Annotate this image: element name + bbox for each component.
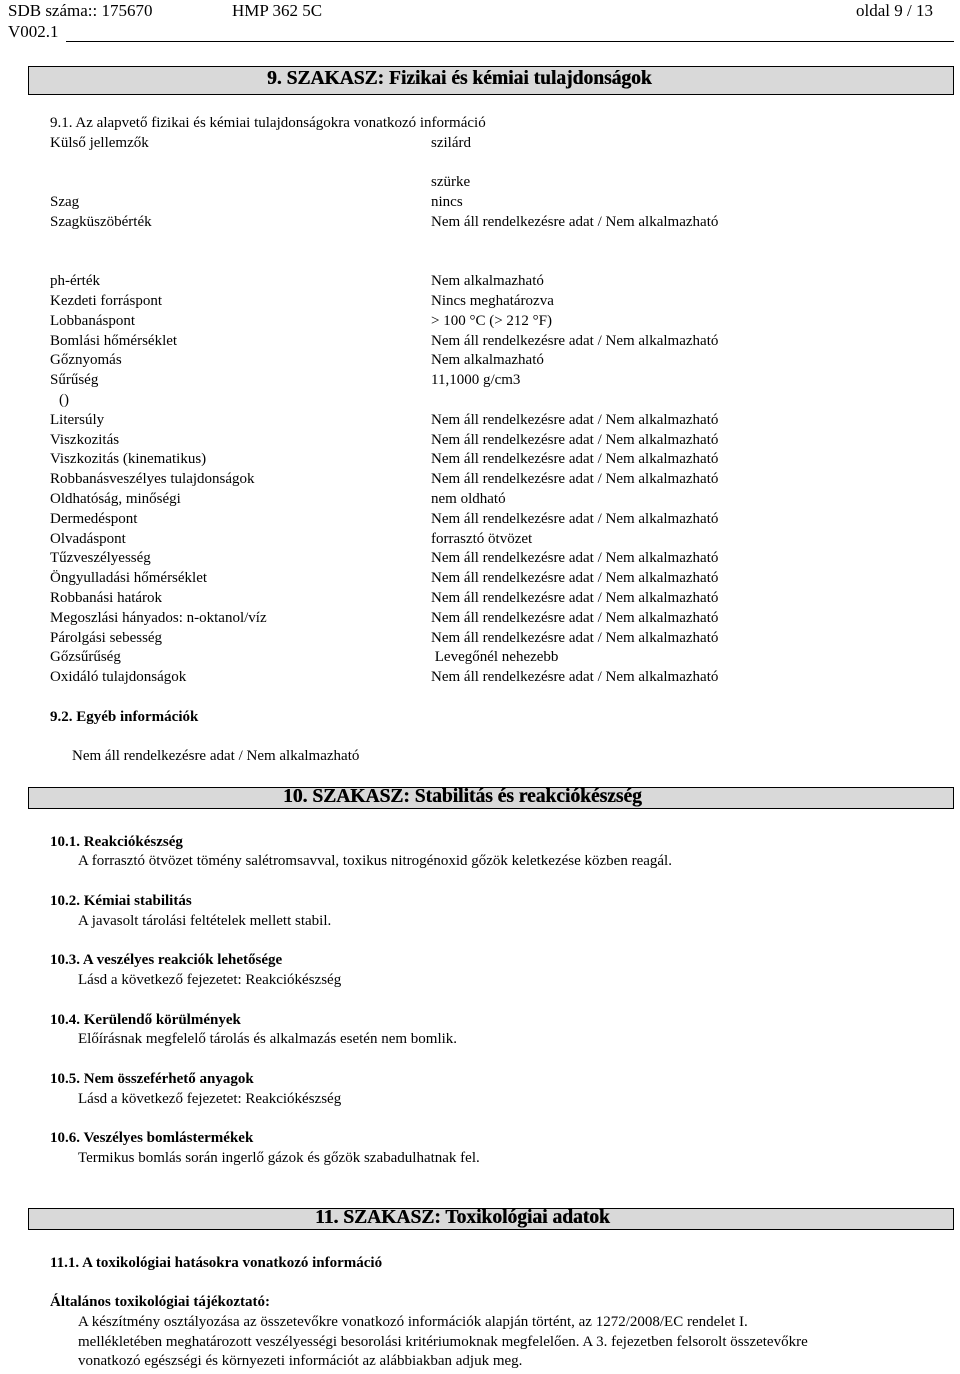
subsection-10-2-text: A javasolt tárolási feltételek mellett stabil. [78, 913, 332, 929]
subsection-10-4-title: 10.4. Kerülendő körülmények [50, 1012, 241, 1028]
property-label: () [59, 392, 69, 408]
property-label: Gőznyomás [50, 352, 122, 368]
property-label: Kezdeti forráspont [50, 293, 163, 309]
property-row [0, 549, 960, 569]
general-toxicology-line: A készítmény osztályozása az összetevőkre vonatkozó információk alapján történt, az 1272/2008/EC rendelet I. [78, 1314, 748, 1330]
property-value: Nem alkalmazható [431, 352, 544, 368]
subsection-10-5-title: 10.5. Nem összeférhető anyagok [50, 1071, 254, 1087]
property-value: Nem áll rendelkezésre adat / Nem alkalmazható [431, 432, 719, 448]
property-row [0, 272, 960, 292]
property-row [0, 431, 960, 451]
section-10-title: 10. SZAKASZ: Stabilitás és reakciókészség [283, 786, 642, 807]
property-row [0, 411, 960, 431]
property-label: Párolgási sebesség [50, 630, 163, 646]
odor-value: nincs [431, 194, 463, 210]
property-label: Oxidáló tulajdonságok [50, 669, 187, 685]
property-label: Öngyulladási hőmérséklet [50, 570, 208, 586]
property-label: Lobbanáspont [50, 313, 135, 329]
subsection-10-3-title: 10.3. A veszélyes reakciók lehetősége [50, 952, 283, 968]
color-value: szürke [431, 174, 471, 190]
property-value: > 100 °C (> 212 °F) [431, 313, 553, 329]
property-value: forrasztó ötvözet [431, 531, 533, 547]
odor-threshold-label: Szagküszöbérték [50, 214, 152, 230]
property-label: Dermedéspont [50, 511, 138, 527]
property-value: Nem áll rendelkezésre adat / Nem alkalmazható [431, 412, 719, 428]
subsection-10-6-title: 10.6. Veszélyes bomlástermékek [50, 1130, 254, 1146]
subsection-10-3-text: Lásd a következő fejezetet: Reakciókészség [78, 972, 342, 988]
subsection-9-2-text: Nem áll rendelkezésre adat / Nem alkalmazható [72, 748, 360, 764]
property-value: Nem áll rendelkezésre adat / Nem alkalmazható [431, 610, 719, 626]
property-label: Robbanásveszélyes tulajdonságok [50, 471, 255, 487]
property-label: Viszkozitás [50, 432, 120, 448]
property-row [0, 470, 960, 490]
general-toxicology-line: vonatkozó egészségi és környezeti információt az alábbiakban adjuk meg. [78, 1353, 523, 1369]
property-value: Nem áll rendelkezésre adat / Nem alkalmazható [431, 471, 719, 487]
odor-label: Szag [50, 194, 80, 210]
subsection-10-5-text: Lásd a következő fejezetet: Reakciókészség [78, 1091, 342, 1107]
subsection-10-1-text: A forrasztó ötvözet tömény salétromsavval, toxikus nitrogénoxid gőzök keletkezése közben reagál. [78, 853, 672, 869]
subsection-10-2-title: 10.2. Kémiai stabilitás [50, 893, 192, 909]
property-label: Oldhatóság, minőségi [50, 491, 181, 507]
property-row [0, 332, 960, 352]
version: V002.1 [8, 22, 59, 41]
property-row [0, 530, 960, 550]
section-9-title: 9. SZAKASZ: Fizikai és kémiai tulajdonságok [267, 68, 652, 89]
property-value: Nem áll rendelkezésre adat / Nem alkalmazható [431, 630, 719, 646]
subsection-10-1-title: 10.1. Reakciókészség [50, 834, 183, 850]
property-label: Viszkozitás (kinematikus) [50, 451, 207, 467]
subsection-9-1-title: 9.1. Az alapvető fizikai és kémiai tulajdonságokra vonatkozó információ [50, 115, 486, 131]
property-label: Litersúly [50, 412, 105, 428]
property-value: Nincs meghatározva [431, 293, 554, 309]
property-row [0, 629, 960, 649]
property-value: 11,1000 g/cm3 [431, 372, 521, 388]
property-value: Nem áll rendelkezésre adat / Nem alkalmazható [431, 550, 719, 566]
property-row [0, 312, 960, 332]
subsection-11-1-title: 11.1. A toxikológiai hatásokra vonatkozó információ [50, 1255, 383, 1271]
subsection-10-6-text: Termikus bomlás során ingerlő gázok és gőzök szabadulhatnak fel. [78, 1150, 480, 1166]
property-row [0, 371, 960, 391]
property-row [0, 351, 960, 371]
property-label: Tűzveszélyesség [50, 550, 151, 566]
property-row [0, 510, 960, 530]
appearance-label: Külső jellemzők [50, 135, 149, 151]
odor-threshold-value: Nem áll rendelkezésre adat / Nem alkalmazható [431, 214, 719, 230]
property-row [0, 609, 960, 629]
property-label: Olvadáspont [50, 531, 126, 547]
property-value: Nem áll rendelkezésre adat / Nem alkalmazható [431, 570, 719, 586]
property-value: Levegőnél nehezebb [431, 649, 559, 665]
property-value: Nem alkalmazható [431, 273, 544, 289]
general-toxicology-line: mellékletében meghatározott veszélyességi besorolási kritériumoknak megfelelően. A 3. fejezetben felsorolt összetevőkre [78, 1334, 808, 1350]
property-value: Nem áll rendelkezésre adat / Nem alkalmazható [431, 511, 719, 527]
property-label: ph-érték [50, 273, 100, 289]
property-row [0, 569, 960, 589]
property-row [0, 292, 960, 312]
property-value: nem oldható [431, 491, 506, 507]
property-value: Nem áll rendelkezésre adat / Nem alkalmazható [431, 590, 719, 606]
property-row [0, 589, 960, 609]
appearance-value: szilárd [431, 135, 471, 151]
sdb-number: SDB száma:: 175670 [8, 1, 153, 20]
property-value: Nem áll rendelkezésre adat / Nem alkalmazható [431, 333, 719, 349]
property-value: Nem áll rendelkezésre adat / Nem alkalmazható [431, 669, 719, 685]
header-divider [66, 41, 954, 42]
property-label: Robbanási határok [50, 590, 163, 606]
property-row [0, 391, 960, 411]
property-label: Megoszlási hányados: n-oktanol/víz [50, 610, 267, 626]
page-number: oldal 9 / 13 [856, 1, 933, 20]
property-row [0, 668, 960, 688]
property-row [0, 490, 960, 510]
general-toxicology-title: Általános toxikológiai tájékoztató: [50, 1294, 270, 1310]
property-label: Bomlási hőmérséklet [50, 333, 178, 349]
subsection-9-2-title: 9.2. Egyéb információk [50, 709, 199, 725]
property-label: Gőzsűrűség [50, 649, 121, 665]
property-label: Sűrűség [50, 372, 99, 388]
subsection-10-4-text: Előírásnak megfelelő tárolás és alkalmazás esetén nem bomlik. [78, 1031, 458, 1047]
property-row [0, 648, 960, 668]
property-row [0, 450, 960, 470]
property-value: Nem áll rendelkezésre adat / Nem alkalmazható [431, 451, 719, 467]
section-11-title: 11. SZAKASZ: Toxikológiai adatok [315, 1207, 610, 1228]
product-code: HMP 362 5C [232, 1, 323, 20]
